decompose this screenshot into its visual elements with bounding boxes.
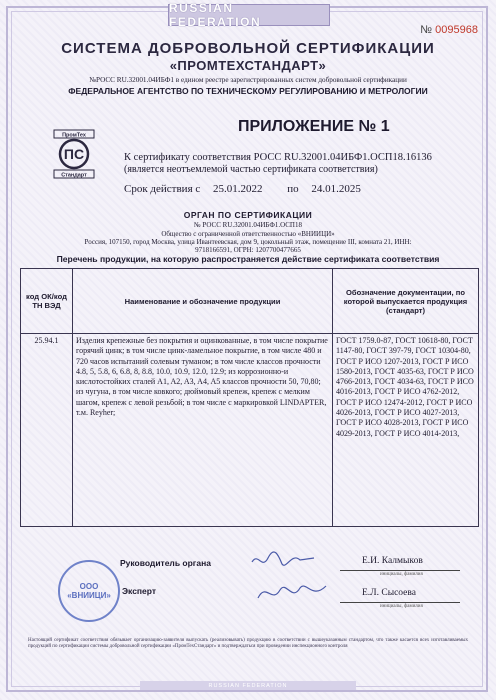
footer-note: Настоящий сертификат соответствия обязывает организацию-заявителя выпускать (реализовывать) продукцию в соответствии с вышеуказанным стандартом, что также касается всех изготавливаемых продукций по сертификации системы добровольной сертификации «ПромТехСтандарт» и подтверждаться при проведении инспекционного контроля [28, 638, 468, 649]
registration-line: №РОСС RU.32001.04ИБФ1 в едином реестре зарегистрированных систем добровольной сертификации [89, 76, 407, 84]
svg-text:ПС: ПС [63, 146, 85, 162]
promtekh-logo-icon [50, 128, 98, 180]
country-banner: RUSSIAN FEDERATION [168, 4, 330, 26]
stamp-line1: ООО [79, 582, 99, 591]
serial-value: 0095968 [435, 24, 478, 36]
appendix-title: ПРИЛОЖЕНИЕ № 1 [238, 118, 390, 135]
svg-text:Стандарт: Стандарт [61, 172, 87, 179]
validity-to: 24.01.2025 [311, 183, 361, 195]
column-header-product: Наименование и обозначение продукции [73, 269, 333, 334]
system-name: «ПРОМТЕХСТАНДАРТ» [169, 58, 327, 73]
head-of-organ-label: Руководитель органа [120, 558, 211, 568]
head-caption: инициалы, фамилия [380, 572, 423, 577]
head-name-line [340, 570, 460, 571]
expert-name-line [340, 602, 460, 603]
certificate-reference: К сертификату соответствия РОСС RU.32001.04ИБФ1.ОСП18.16136 [124, 152, 432, 163]
organ-address: Россия, 107150, город Москва, улица Ивантеевская, дом 9, цокольный этаж, помещение III, комната 21, ИНН: [84, 238, 412, 246]
validity-label: Срок действия с [124, 183, 201, 195]
bottom-band: RUSSIAN FEDERATION [140, 681, 356, 690]
expert-label: Эксперт [122, 586, 157, 596]
expert-caption: инициалы, фамилия [380, 604, 423, 609]
organ-name: Общество с ограниченной ответственностью «ВНИИЦИ» [161, 230, 335, 238]
system-title: СИСТЕМА ДОБРОВОЛЬНОЙ СЕРТИФИКАЦИИ [61, 40, 435, 57]
column-header-standard: Обозначение документации, по которой выпускается продукция (стандарт) [333, 269, 479, 334]
head-name: Е.И. Калмыков [362, 556, 423, 566]
product-description: Изделия крепежные без покрытия и оцинкованные, в том числе покрытие горячий цинк; в том числе цинк-ламельное покрытие, в том числе 480 и 720 часов испытаний солевым туманом; в том числе классов прочности 4.8, 5, 5.8, 6, 6.8, 8, 8.8, 10.0, 10.9, 12.0, 12.9; из коррозионно-и кислотостойких сталей A1, A2, A3, A4, A5 классов прочности 50, 70,80; из чугуна, в том числе ковкого; дюймовый крепеж, крепеж с мелким шагом, крепеж с левой резьбой; в том числе с маркировкой LINDAPTER, т.м. Reyher; [73, 334, 333, 527]
expert-name: Е.Л. Сысоева [362, 588, 416, 598]
svg-text:ПромТех: ПромТех [62, 132, 86, 139]
organ-number: № РОСС RU.32001.04ИБФ1.ОСП18 [194, 221, 302, 229]
serial-prefix: № [420, 24, 433, 36]
product-standards: ГОСТ 1759.0-87, ГОСТ 10618-80, ГОСТ 1147-80, ГОСТ 397-79, ГОСТ 10304-80, ГОСТ Р ИСО 1207-2013, ГОСТ Р ИСО 1580-2013, ГОСТ 4035-63, ГОСТ Р ИСО 4766-2013, ГОСТ 4034-63, ГОСТ Р ИСО 4016-2013, ГОСТ Р ИСО 4762-2012, ГОСТ Р ИСО 12474-2012, ГОСТ Р ИСО 4026-2013, ГОСТ Р ИСО 4027-2013, ГОСТ Р ИСО 4028-2013, ГОСТ Р ИСО 4029-2013, ГОСТ Р ИСО 4014-2013, [333, 334, 479, 527]
validity-from: 25.01.2022 [213, 183, 263, 195]
organ-stamp [58, 560, 120, 622]
organ-heading: ОРГАН ПО СЕРТИФИКАЦИИ [183, 210, 313, 220]
certificate-note: (является неотъемлемой частью сертификата соответствия) [124, 164, 378, 175]
product-list-heading: Перечень продукции, на которую распространяется действие сертификата соответствия [56, 254, 440, 264]
table-header-row [21, 269, 479, 334]
validity-period [124, 183, 361, 195]
table-row [21, 334, 479, 527]
head-signature-icon [248, 548, 318, 574]
stamp-line2: «ВНИИЦИ» [67, 591, 111, 600]
column-header-code: код ОК/код ТН ВЭД [21, 269, 73, 334]
expert-signature-icon [252, 578, 332, 608]
agency-line: ФЕДЕРАЛЬНОЕ АГЕНТСТВО ПО ТЕХНИЧЕСКОМУ РЕГУЛИРОВАНИЮ И МЕТРОЛОГИИ [68, 86, 428, 96]
validity-to-label: по [287, 183, 299, 195]
product-code: 25.94.1 [21, 334, 73, 527]
serial-number [420, 24, 478, 36]
product-table [20, 268, 479, 527]
organ-ids: 9718166591, ОГРН: 1207700477665 [195, 246, 301, 254]
